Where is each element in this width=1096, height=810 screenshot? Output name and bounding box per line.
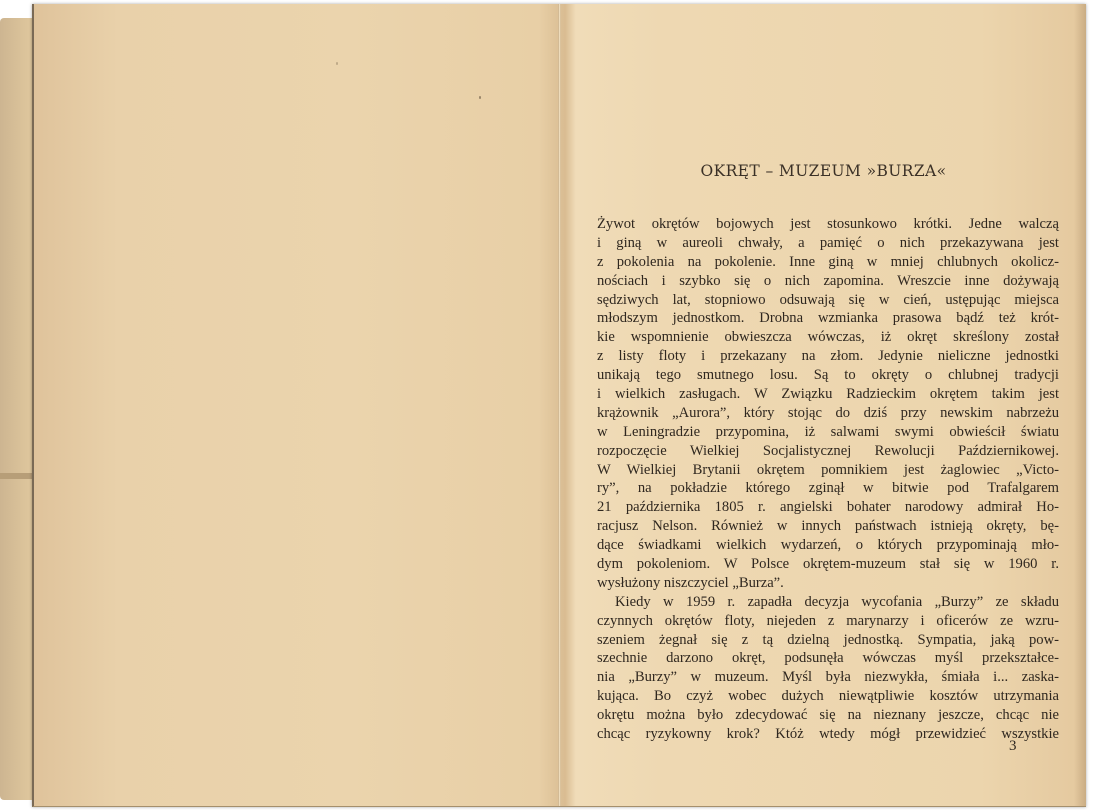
body-text (597, 215, 1059, 744)
text-line: czynnych okrętów floty, niejeden z marynarzy i oficerów ze wzru- (597, 612, 1059, 629)
paper-speck (479, 96, 481, 99)
text-line: rozpoczęcie Wielkiej Socjalistycznej Rewolucji Październikowej. (597, 442, 1059, 459)
left-page-blank (34, 4, 558, 806)
text-line-indented: Kiedy w 1959 r. zapadła decyzja wycofania „Burzy” ze składu (615, 593, 1059, 610)
text-line: ry”, na pokładzie którego zginął w bitwie pod Trafalgarem (597, 480, 1059, 497)
page-edge-shadow (1074, 4, 1086, 806)
text-line: szeniem żegnał się z tą dzielną jednostką. Sympatia, jaką pow- (597, 631, 1059, 648)
text-line: i wielkich zasługach. W Związku Radzieckim okrętem takim jest (597, 386, 1059, 403)
text-line: kująca. Bo czyż wobec dużych niewątpliwie kosztów utrzymania (597, 688, 1059, 705)
text-line: młodszym jednostkom. Drobna wzmianka prasowa bądź też krót- (597, 310, 1059, 327)
open-booklet (32, 4, 1086, 807)
text-line: unikają tego smutnego losu. Są to okręty o chlubnej tradycji (597, 367, 1059, 384)
paper-speck (336, 62, 338, 65)
text-line: 21 października 1805 r. angielski bohater narodowy admirał Ho- (597, 499, 1059, 516)
text-line: dym pokoleniom. W Polsce okrętem-muzeum stał się w 1960 r. (597, 556, 1059, 573)
text-line: z listy floty i przekazany na złom. Jedynie nieliczne jednostki (597, 348, 1059, 365)
text-line: okrętu można było zdecydować się na nieznany jeszcze, chcąc nie (597, 707, 1059, 724)
text-line: z pokolenia na pokolenie. Inne giną w mniej chlubnych okolicz- (597, 253, 1059, 270)
page-number: 3 (1009, 738, 1017, 754)
chapter-title: OKRĘT – MUZEUM »BURZA« (700, 162, 947, 180)
text-line: W Wielkiej Brytanii okrętem pomnikiem jest żaglowiec „Victo- (597, 461, 1059, 478)
text-line: sędziwych lat, stopniowo odsuwają się w cień, ustępując miejsca (597, 291, 1059, 308)
text-line: w Leningradzie przypomina, iż salwami swymi obwieścił światu (597, 423, 1059, 440)
text-line: nia „Burzy” w muzeum. Myśl była niezwykła, śmiała i... zaska- (597, 669, 1059, 686)
text-line: racjusz Nelson. Również w innych państwach istnieją okręty, bę- (597, 518, 1059, 535)
text-line: wysłużony niszczyciel „Burza”. (597, 574, 784, 591)
text-line: Żywot okrętów bojowych jest stosunkowo krótki. Jedne walczą (597, 216, 1059, 232)
text-line: chcąc ryzykowny krok? Któż wtedy mógł przewidzieć wszystkie (597, 726, 1059, 743)
right-page (561, 4, 1086, 806)
text-line: i giną w aureoli chwały, a pamięć o nich przekazywana jest (597, 234, 1059, 251)
text-line: szechnie darzono okręt, podsunęła wówczas myśl przekształce- (597, 650, 1059, 667)
text-line: dące świadkami wielkich wydarzeń, o których przypominają mło- (597, 537, 1059, 554)
text-line: krążownik „Aurora”, który stojąc do dziś przy newskim nabrzeżu (597, 404, 1059, 421)
text-line: nościach i szybko się o nich zapomina. Wreszcie inne dożywają (597, 272, 1059, 289)
text-line: kie wspomnienie obwieszcza wówczas, iż okręt skreślony został (597, 329, 1059, 346)
